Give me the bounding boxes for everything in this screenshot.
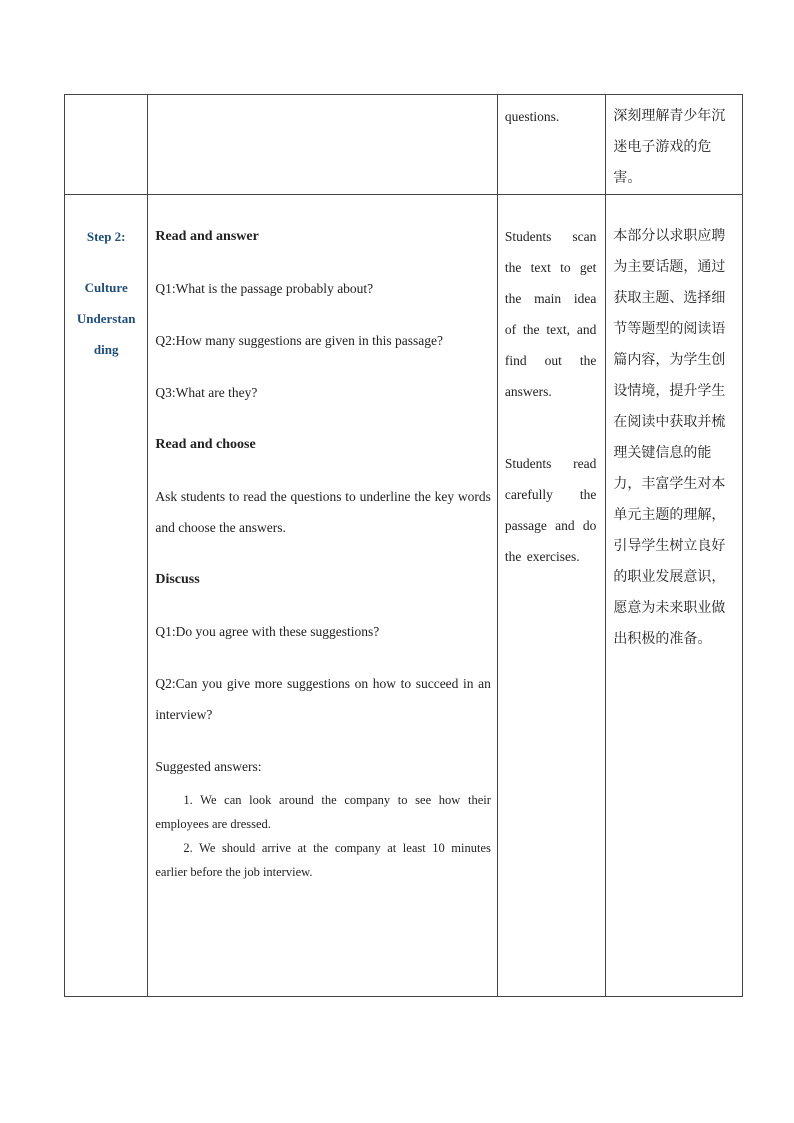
discuss-question-2: Q2:Can you give more suggestions on how to succeed in an interview?	[155, 676, 491, 722]
question-3: Q3:What are they?	[155, 385, 258, 400]
design-intent-text: 本部分以求职应聘为主要话题，通过获取主题、选择细节等题型的阅读语篇内容，为学生创设情境，提升学生在阅读中获取并梳理关键信息的能力，丰富学生对本单元主题的理解，引导学生树立良好的职业发展意识，愿意为未来职业做出积极的准备。	[613, 228, 726, 647]
answer-list	[155, 788, 491, 884]
list-item: 2. We should arrive at the company at least 10 minutes earlier before the job interview.	[155, 841, 491, 879]
stage-label: Step 2:	[86, 229, 126, 244]
stage-name-line: Culture	[84, 280, 128, 295]
design-intent-cell	[606, 195, 743, 997]
table-row	[65, 95, 743, 195]
student-activity-text: Students read carefully the passage and do the exercises.	[504, 456, 597, 564]
choose-instruction: Ask students to read the questions to underline the key words and choose the answers.	[155, 489, 491, 535]
read-answer-heading: Read and answer	[155, 229, 259, 244]
discuss-heading: Discuss	[155, 572, 200, 587]
student-activity-cell	[497, 195, 605, 997]
discuss-question-1: Q1:Do you agree with these suggestions?	[155, 624, 380, 639]
stage-cell	[65, 95, 148, 195]
student-activity-text: questions.	[504, 109, 560, 124]
stage-name-line: Understan	[76, 311, 136, 326]
question-2: Q2:How many suggestions are given in this passage?	[155, 333, 443, 348]
procedure-cell	[148, 95, 498, 195]
design-intent-cell	[606, 95, 743, 195]
table-row	[65, 195, 743, 997]
student-activity-text: Students scan the text to get the main idea of the text, and find out the answers.	[504, 229, 597, 399]
stage-name-line: ding	[93, 342, 119, 357]
lesson-plan-table	[64, 94, 743, 997]
read-choose-heading: Read and choose	[155, 437, 256, 452]
list-item: 1. We can look around the company to see how their employees are dressed.	[155, 793, 491, 831]
student-activity-cell	[497, 95, 605, 195]
design-intent-text: 深刻理解青少年沉迷电子游戏的危害。	[613, 108, 726, 186]
procedure-cell	[148, 195, 498, 997]
question-1: Q1:What is the passage probably about?	[155, 281, 374, 296]
suggested-answers-label: Suggested answers:	[155, 759, 262, 774]
stage-cell	[65, 195, 148, 997]
